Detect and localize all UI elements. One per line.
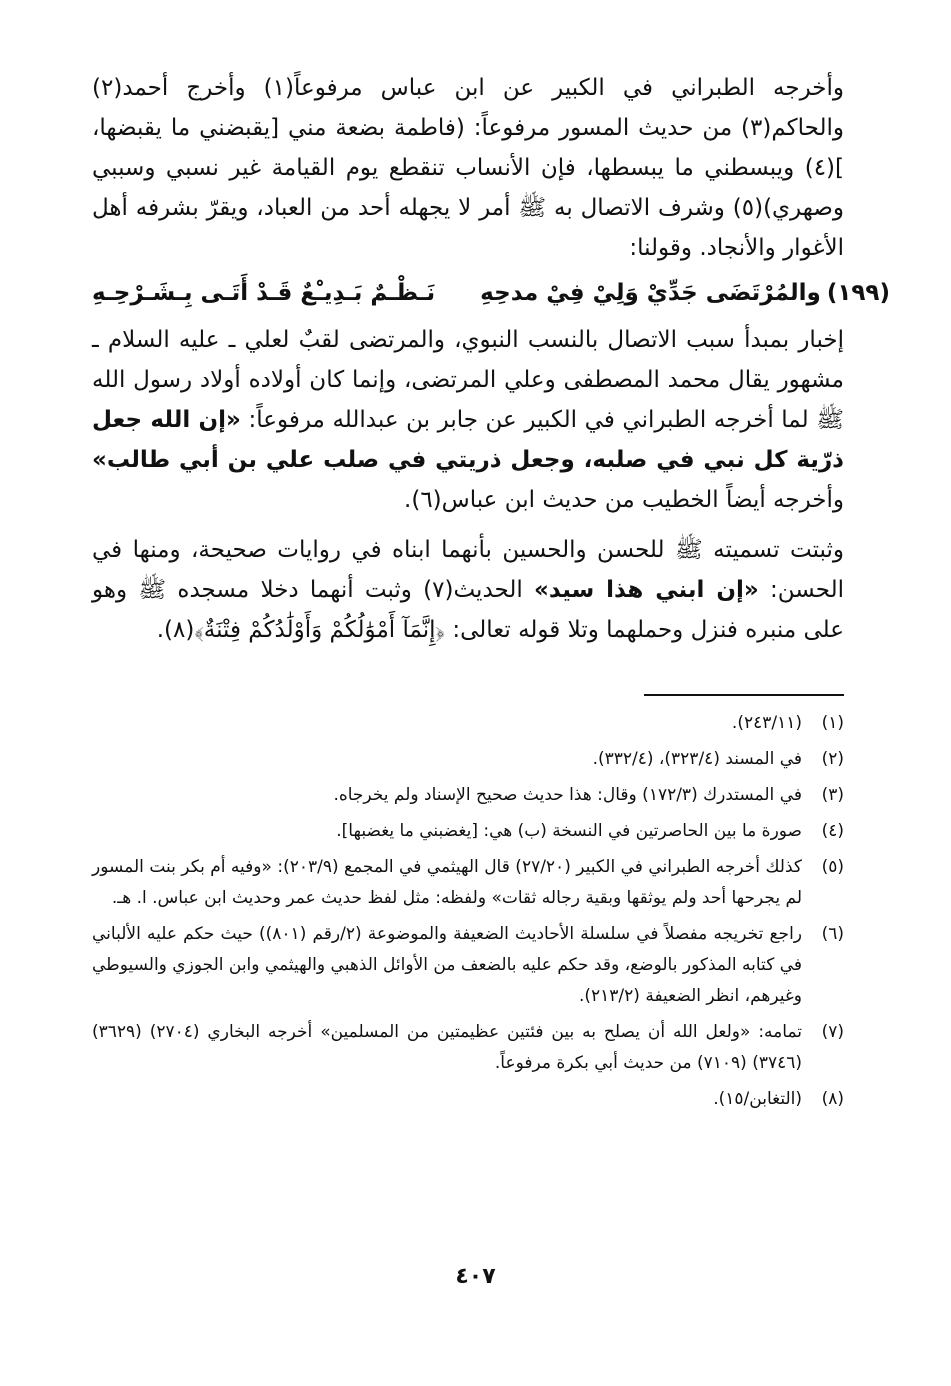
footnote-number: (٧)	[821, 1022, 844, 1042]
footnote-text: (التغابن/١٥).	[713, 1089, 802, 1109]
footnote	[92, 708, 844, 739]
footnote	[92, 852, 844, 914]
paragraph-2	[92, 320, 844, 520]
paragraph-2-text-a: إخبار بمبدأ سبب الاتصال بالنسب النبوي، والمرتضى لقبٌ لعلي ـ عليه السلام ـ مشهور يقال محمد المصطفى وعلي المرتضى، وإنما كان أولاده أولاد رسول الله ﷺ لما أخرجه الطبراني في الكبير عن جابر بن عبدالله مرفوعاً:	[92, 327, 844, 433]
hadith-quote-2: «إن ابني هذا سيد»	[534, 577, 759, 603]
verse-number: (١٩٩)	[826, 280, 890, 306]
footnotes	[92, 708, 844, 1115]
page-number: ٤٠٧	[455, 1264, 496, 1289]
footnote-number: (٢)	[821, 749, 844, 769]
footnote-text: صورة ما بين الحاصرتين في النسخة (ب) هي: [يغضبني ما يغضبها].	[336, 821, 802, 841]
footnote-text: راجع تخريجه مفصلاً في سلسلة الأحاديث الضعيفة والموضوعة (٢/رقم (٨٠١)) حيث حكم عليه الألباني في كتابه المذكور بالوضع، وقد حكم عليه بالضعف من الأوائل الذهبي والهيثمي وابن الجوزي والسيوطي وغيرهم، انظر الضعيفة (٢١٣/٢).	[92, 924, 802, 1006]
paragraph-2-text-b: وأخرجه أيضاً الخطيب من حديث ابن عباس(٦).	[404, 487, 844, 513]
footnote-text: في المسند (٣٢٣/٤)، (٣٣٢/٤).	[592, 749, 802, 769]
paragraph-3-text-b: الحديث(٧) وثبت أنهما دخلا مسجده ﷺ وهو على منبره فنزل وحملهما وتلا قوله تعالى: ﴿إِنَّمَآ أَمْوَٰلُكُمْ وَأَوْلَٰدُكُمْ فِتْنَةٌ﴾(٨).	[92, 577, 844, 643]
footnote-text: تمامه: «ولعل الله أن يصلح به بين فئتين عظيمتين من المسلمين» أخرجه البخاري (٢٧٠٤) (٣٦٢٩) (٣٧٤٦) (٧١٠٩) من حديث أبي بكرة مرفوعاً.	[92, 1022, 802, 1073]
footnote-number: (٦)	[821, 924, 844, 944]
footnote-number: (٨)	[821, 1089, 844, 1109]
page-body	[92, 68, 890, 1120]
footnote	[92, 744, 844, 775]
footnote	[92, 816, 844, 847]
paragraph-3	[92, 530, 844, 650]
footnote-text: (٢٤٣/١١).	[731, 713, 802, 733]
footnote	[92, 780, 844, 811]
paragraph-1: وأخرجه الطبراني في الكبير عن ابن عباس مرفوعاً(١) وأخرج أحمد(٢) والحاكم(٣) من حديث المسور مرفوعاً: (فاطمة بضعة مني [يقبضني ما يقبضها، ](٤) ويبسطني ما يبسطها، فإن الأنساب تنقطع يوم القيامة غير نسبي وسببي وصهري)(٥) وشرف الاتصال به ﷺ أمر لا يجهله أحد من العباد، ويقرّ بشرفه أهل الأغوار والأنجاد. وقولنا:	[92, 75, 844, 261]
paragraph-3-text-a: وثبتت تسميته ﷺ للحسن والحسين بأنهما ابناه في روايات صحيحة، ومنها في الحسن:	[92, 537, 845, 603]
verse-hemistich-1: والمُرْتَضَى جَدِّيْ وَلِيْ فِيْ مدحِهِ	[480, 280, 821, 306]
footnote-text: في المستدرك (١٧٢/٣) وقال: هذا حديث صحيح الإسناد ولم يخرجاه.	[333, 785, 802, 805]
hadith-quote: «إن الله جعل ذرّية كل نبي في صلبه، وجعل ذريتي في صلب علي بن أبي طالب»	[92, 407, 844, 473]
footnote-number: (١)	[821, 713, 844, 733]
footnote-text: كذلك أخرجه الطبراني في الكبير (٢٧/٢٠) قال الهيثمي في المجمع (٢٠٣/٩): «وفيه أم بكر بنت المسور لم يجرحها أحد ولم يوثقها وبقية رجاله ثقات» ولفظه: مثل لفظ حديث عمر وحديث ابن عباس. ا. هـ.	[92, 857, 802, 908]
footnote	[92, 1017, 844, 1079]
verse-line	[92, 280, 890, 306]
footnote-number: (٣)	[821, 785, 844, 805]
footnote-separator	[644, 694, 844, 696]
footnote-number: (٤)	[821, 821, 844, 841]
footnote	[92, 919, 844, 1012]
verse-hemistich-2: نَـظْـمٌ بَـدِيـْعٌ قَـدْ أَتَـى بِـشَـرْحِـهِ	[92, 280, 436, 306]
footnote	[92, 1084, 844, 1115]
footnote-number: (٥)	[821, 857, 844, 877]
